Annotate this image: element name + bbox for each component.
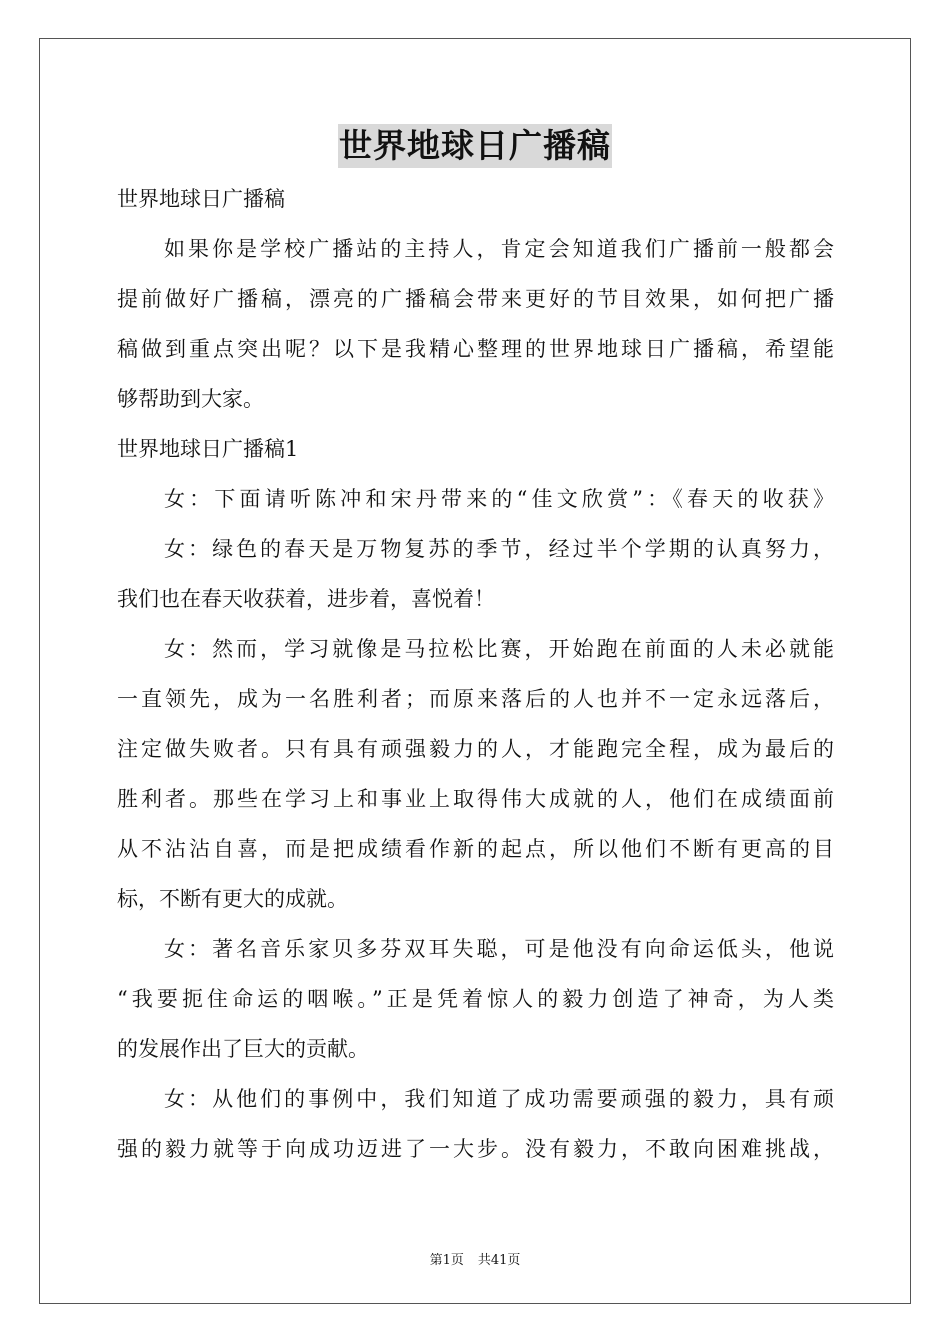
text-line: 标，不断有更大的成就。: [117, 887, 348, 911]
text-line: 如果你是学校广播站的主持人，肯定会知道我们广播前一般都会: [164, 237, 834, 261]
page-number: 第1页: [429, 1253, 464, 1268]
text-line: 胜利者。那些在学习上和事业上取得伟大成就的人，他们在成绩面前: [117, 787, 834, 811]
text-line: 女：下面请听陈冲和宋丹带来的“佳文欣赏”：《春天的收获》: [164, 487, 834, 511]
text-line: 女：绿色的春天是万物复苏的季节，经过半个学期的认真努力，: [164, 537, 834, 561]
text-line: 强的毅力就等于向成功迈进了一大步。没有毅力，不敢向困难挑战，: [117, 1137, 834, 1161]
text-line: 世界地球日广播稿1: [117, 437, 299, 461]
page-footer: [0, 1249, 950, 1268]
text-line: 一直领先，成为一名胜利者；而原来落后的人也并不一定永远落后，: [117, 687, 834, 711]
text-line: 女：从他们的事例中，我们知道了成功需要顽强的毅力，具有顽: [164, 1087, 834, 1111]
text-line: 够帮助到大家。: [117, 387, 264, 411]
text-line: 从不沾沾自喜，而是把成绩看作新的起点，所以他们不断有更高的目: [117, 837, 834, 861]
text-line: 世界地球日广播稿: [117, 187, 285, 211]
title-container: [0, 124, 950, 168]
text-line: “我要扼住命运的咽喉。”正是凭着惊人的毅力创造了神奇，为人类: [117, 987, 834, 1011]
page-title: 世界地球日广播稿: [338, 124, 612, 168]
text-line: 女：著名音乐家贝多芬双耳失聪，可是他没有向命运低头，他说: [164, 937, 834, 961]
text-line: 提前做好广播稿，漂亮的广播稿会带来更好的节目效果，如何把广播: [117, 287, 834, 311]
text-line: 注定做失败者。只有具有顽强毅力的人，才能跑完全程，成为最后的: [117, 737, 834, 761]
text-line: 的发展作出了巨大的贡献。: [117, 1037, 369, 1061]
text-line: 我们也在春天收获着，进步着，喜悦着！: [117, 587, 495, 611]
text-line: 稿做到重点突出呢？以下是我精心整理的世界地球日广播稿，希望能: [117, 337, 834, 361]
page-total: 共41页: [477, 1253, 521, 1268]
text-line: 女：然而，学习就像是马拉松比赛，开始跑在前面的人未必就能: [164, 637, 834, 661]
document-body: [117, 178, 834, 1178]
